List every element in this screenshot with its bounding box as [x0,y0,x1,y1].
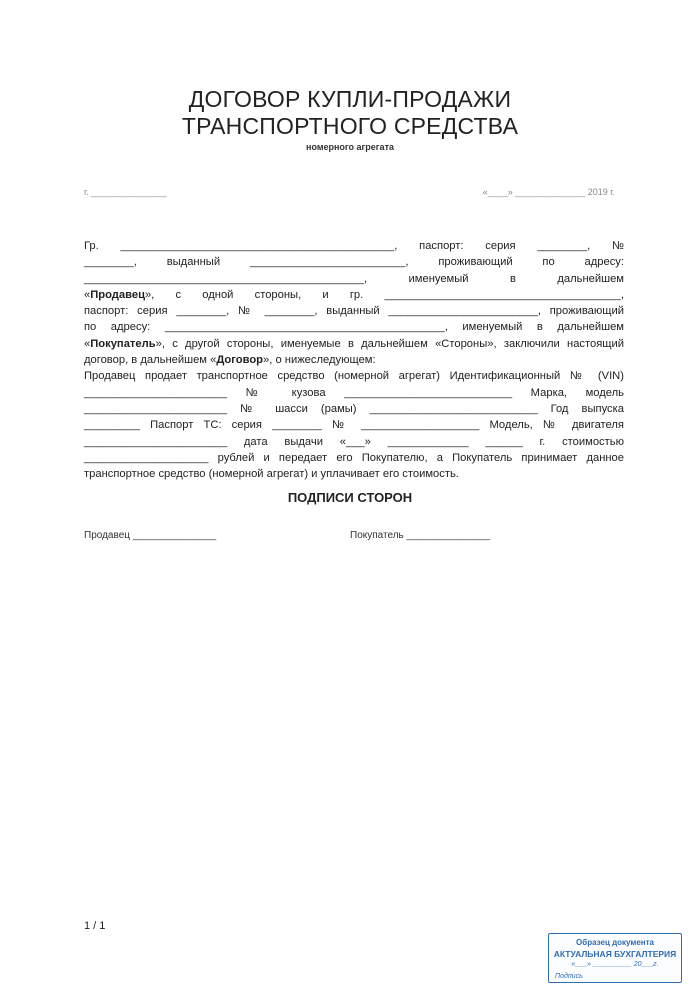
stamp-sign-label: Подпись [555,973,583,980]
seller-signature: Продавец _______________ [84,530,217,541]
body-line: _______________________ № кузова ___________________________ Марка, модель [84,386,624,399]
body-line: _______________________ № шасси (рамы) ___________________________ Год выпуска [84,402,624,415]
contract-date: «____» ______________ 2019 г. [482,187,615,197]
document-title-line2: ТРАНСПОРТНОГО СРЕДСТВА [181,113,519,139]
body-line: паспорт: серия ________, № ________, выданный ________________________, проживающий [84,305,624,318]
buyer-signature: Покупатель _______________ [350,530,490,541]
stamp-date-line: «___» __________ 20___г. [571,961,659,968]
body-line: договор, в дальнейшем «Договор», о нижеследующем: [84,354,376,367]
body-line: «Покупатель», с другой стороны, именуемые в дальнейшем «Стороны», заключили настоящий [84,337,624,350]
document-title-line1: ДОГОВОР КУПЛИ-ПРОДАЖИ [188,86,512,112]
page-number: 1 / 1 [84,920,106,932]
document-subtitle: номерного агрегата [306,142,394,152]
stamp-title: Образец документа [576,938,654,947]
stamp-org: АКТУАЛЬНАЯ БУХГАЛТЕРИЯ [553,949,677,959]
body-line: ____________________ рублей и передает его Покупателю, а Покупатель принимает данное [84,451,624,464]
body-line: ________, выданный _________________________, проживающий по адресу: [84,256,624,269]
contract-body [84,238,624,482]
body-line: Продавец продает транспортное средство (номерной агрегат) Идентификационный № (VIN) [84,370,624,383]
body-line: _______________________ дата выдачи «___» _____________ ______ г. стоимостью [84,435,624,448]
body-line: _________ Паспорт ТС: серия ________ № ___________________ Модель, № двигателя [84,419,624,432]
body-line: Гр. ____________________________________________, паспорт: серия ________, № [84,240,624,252]
body-line: _____________________________________________, именуемый в дальнейшем [84,272,624,285]
body-line: по адресу: _____________________________________________, именуемый в дальнейшем [84,321,624,334]
contract-place: г. _______________ [84,187,167,197]
body-line: «Продавец», с одной стороны, и гр. ______________________________________, [84,288,624,301]
body-line: транспортное средство (номерной агрегат) и уплачивает его стоимость. [84,468,459,481]
signatures-heading: ПОДПИСИ СТОРОН [287,490,413,505]
sample-stamp [548,933,682,983]
